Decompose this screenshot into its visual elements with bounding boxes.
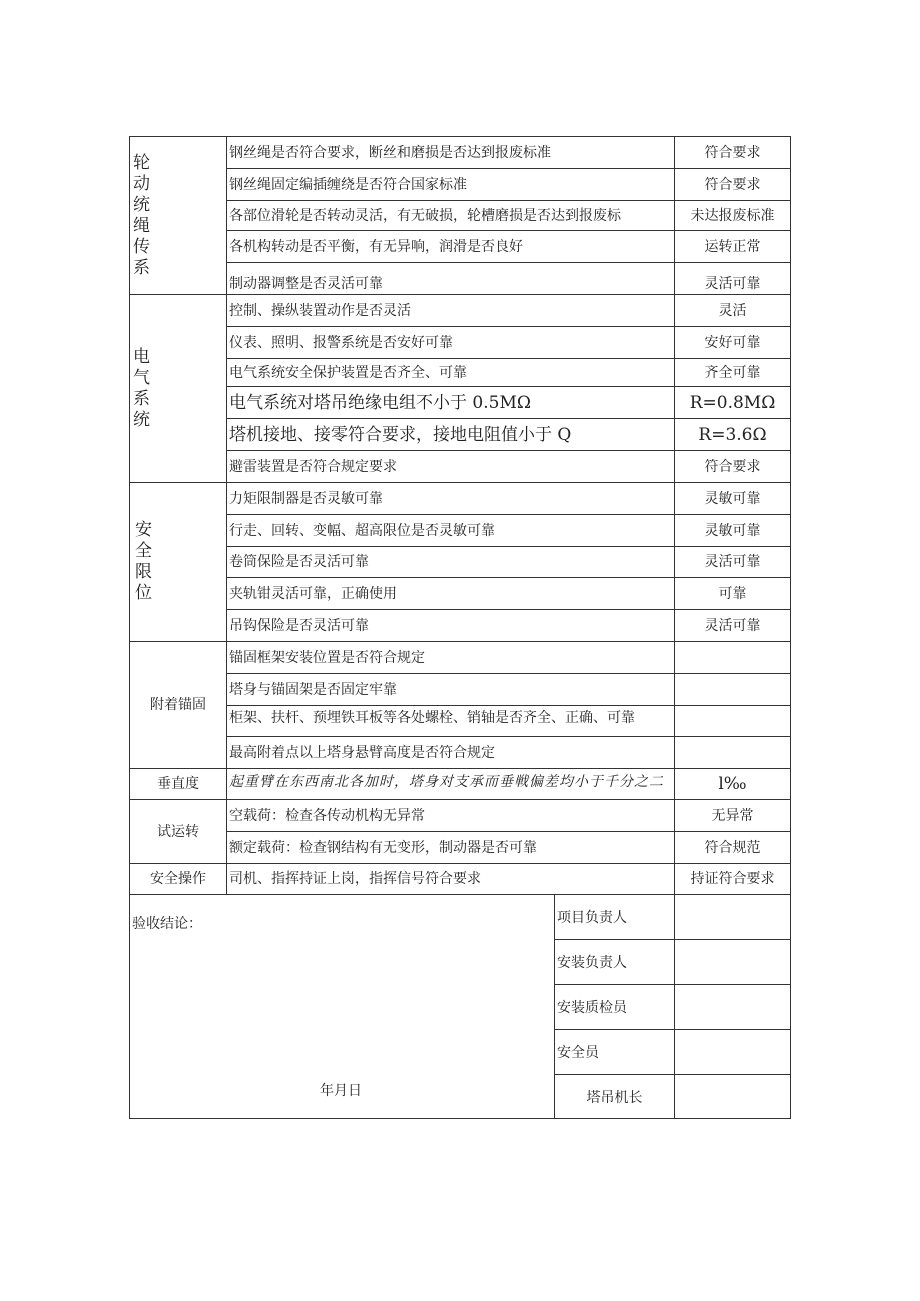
check-result[interactable]: 运转正常 [675, 231, 791, 263]
check-item: 各机构转动是否平衡，有无异响，润滑是否良好 [227, 231, 675, 263]
table-row [130, 231, 791, 263]
table-row [130, 483, 791, 515]
table-row [130, 451, 791, 483]
table-row [130, 387, 791, 419]
check-result[interactable]: 符合要求 [675, 137, 791, 169]
check-item: 司机、指挥持证上岗，指挥信号符合要求 [227, 864, 675, 895]
check-item: 电气系统对塔吊绝缘电组不小于 0.5MΩ [227, 387, 675, 419]
check-item: 锚固框架安装位置是否符合规定 [227, 642, 675, 674]
check-item [227, 769, 675, 800]
category-electric [130, 295, 227, 483]
check-result[interactable]: 灵活可靠 [675, 610, 791, 642]
check-item-text: 柜架、扶杆、预埋铁耳板等各处螺栓、销轴是否齐全、正确、可靠 [229, 710, 635, 726]
check-result[interactable] [675, 706, 791, 737]
table-row [130, 706, 791, 737]
check-result[interactable]: 符合要求 [675, 451, 791, 483]
signoff-value[interactable] [675, 895, 791, 940]
check-item: 吊钩保险是否灵活可靠 [227, 610, 675, 642]
category-operation: 安全操作 [130, 864, 227, 895]
check-item: 额定载荷：检查钢结构有无变形，制动器是否可靠 [227, 832, 675, 864]
signoff-row [130, 895, 791, 940]
table-row [130, 201, 791, 231]
check-item: 避雷装置是否符合规定要求 [227, 451, 675, 483]
check-item-text: 起重臂在东西南北各加时，塔身对支承而垂戦偏差均小于千分之二 [229, 774, 664, 790]
check-item: 制动器调整是否灵活可靠 [227, 263, 675, 295]
check-result[interactable] [675, 737, 791, 769]
table-row [130, 547, 791, 578]
check-item: 塔机接地、接零符合要求，接地电阻值小于 Q [227, 419, 675, 451]
conclusion-date: 年月日 [320, 1083, 362, 1099]
check-item: 塔身与锚固架是否固定牢靠 [227, 674, 675, 706]
table-row [130, 832, 791, 864]
inspection-sheet [129, 136, 790, 1119]
check-result[interactable]: 持证符合要求 [675, 864, 791, 895]
signoff-value[interactable] [675, 985, 791, 1030]
table-row [130, 610, 791, 642]
category-limit [130, 483, 227, 642]
conclusion-label: 验收结论： [132, 916, 202, 932]
signoff-value[interactable] [675, 1030, 791, 1075]
category-label: 安全限位 [135, 520, 152, 603]
check-result[interactable] [675, 674, 791, 706]
conclusion-cell[interactable] [130, 895, 555, 1119]
check-item: 行走、回转、变幅、超高限位是否灵敏可靠 [227, 515, 675, 547]
table-row [130, 359, 791, 387]
table-row [130, 419, 791, 451]
check-item: 钢丝绳是否符合要求，断丝和磨损是否达到报废标准 [227, 137, 675, 169]
check-item: 控制、操纵装置动作是否灵活 [227, 295, 675, 327]
check-result[interactable] [675, 642, 791, 674]
table-row [130, 169, 791, 201]
check-result[interactable]: 灵活 [675, 295, 791, 327]
check-result[interactable]: 齐全可靠 [675, 359, 791, 387]
check-result[interactable]: R=3.6Ω [675, 419, 791, 451]
signoff-table [129, 894, 791, 1119]
check-item [227, 706, 675, 737]
signoff-role: 安装负责人 [555, 940, 675, 985]
category-vertical: 垂直度 [130, 769, 227, 800]
table-row [130, 800, 791, 832]
table-row [130, 642, 791, 674]
check-item: 仪表、照明、报警系统是否安好可靠 [227, 327, 675, 359]
inspection-table [129, 136, 791, 895]
category-trial: 试运转 [130, 800, 227, 864]
signoff-role: 项目负责人 [555, 895, 675, 940]
check-result[interactable]: 未达报废标准 [675, 201, 791, 231]
category-label: 轮动统绳传系 [133, 152, 150, 278]
check-item: 最高附着点以上塔身悬臂高度是否符合规定 [227, 737, 675, 769]
table-row [130, 295, 791, 327]
signoff-role: 安全员 [555, 1030, 675, 1075]
check-item: 夹轨钳灵活可靠，正确使用 [227, 578, 675, 610]
table-row [130, 864, 791, 895]
check-result[interactable]: 无异常 [675, 800, 791, 832]
check-item: 钢丝绳固定编插缠绕是否符合国家标准 [227, 169, 675, 201]
check-result[interactable]: 符合规范 [675, 832, 791, 864]
check-result[interactable]: 灵活可靠 [675, 547, 791, 578]
check-result[interactable]: 安好可靠 [675, 327, 791, 359]
check-item: 各部位滑轮是否转动灵活，有无破损，轮槽磨损是否达到报废标 [227, 201, 675, 231]
check-result[interactable]: R=0.8MΩ [675, 387, 791, 419]
table-row [130, 769, 791, 800]
check-result[interactable]: 灵活可靠 [675, 263, 791, 295]
check-result[interactable]: 可靠 [675, 578, 791, 610]
check-item: 力矩限制器是否灵敏可靠 [227, 483, 675, 515]
check-result[interactable]: 灵敏可靠 [675, 483, 791, 515]
table-row [130, 137, 791, 169]
signoff-value[interactable] [675, 1075, 791, 1119]
check-result[interactable]: 灵敏可靠 [675, 515, 791, 547]
check-result[interactable]: l‰ [675, 769, 791, 800]
table-row [130, 515, 791, 547]
category-rope [130, 137, 227, 295]
table-row [130, 263, 791, 295]
table-row [130, 674, 791, 706]
category-label: 电气系统 [133, 346, 150, 430]
table-row [130, 578, 791, 610]
check-result[interactable]: 符合要求 [675, 169, 791, 201]
check-item: 电气系统安全保护装置是否齐全、可靠 [227, 359, 675, 387]
signoff-role: 安装质检员 [555, 985, 675, 1030]
category-anchor: 附着锚固 [130, 642, 227, 769]
table-row [130, 327, 791, 359]
check-item: 空载荷：检查各传动机构无异常 [227, 800, 675, 832]
signoff-value[interactable] [675, 940, 791, 985]
signoff-role: 塔吊机长 [555, 1075, 675, 1119]
table-row [130, 737, 791, 769]
check-item: 卷筒保险是否灵活可靠 [227, 547, 675, 578]
